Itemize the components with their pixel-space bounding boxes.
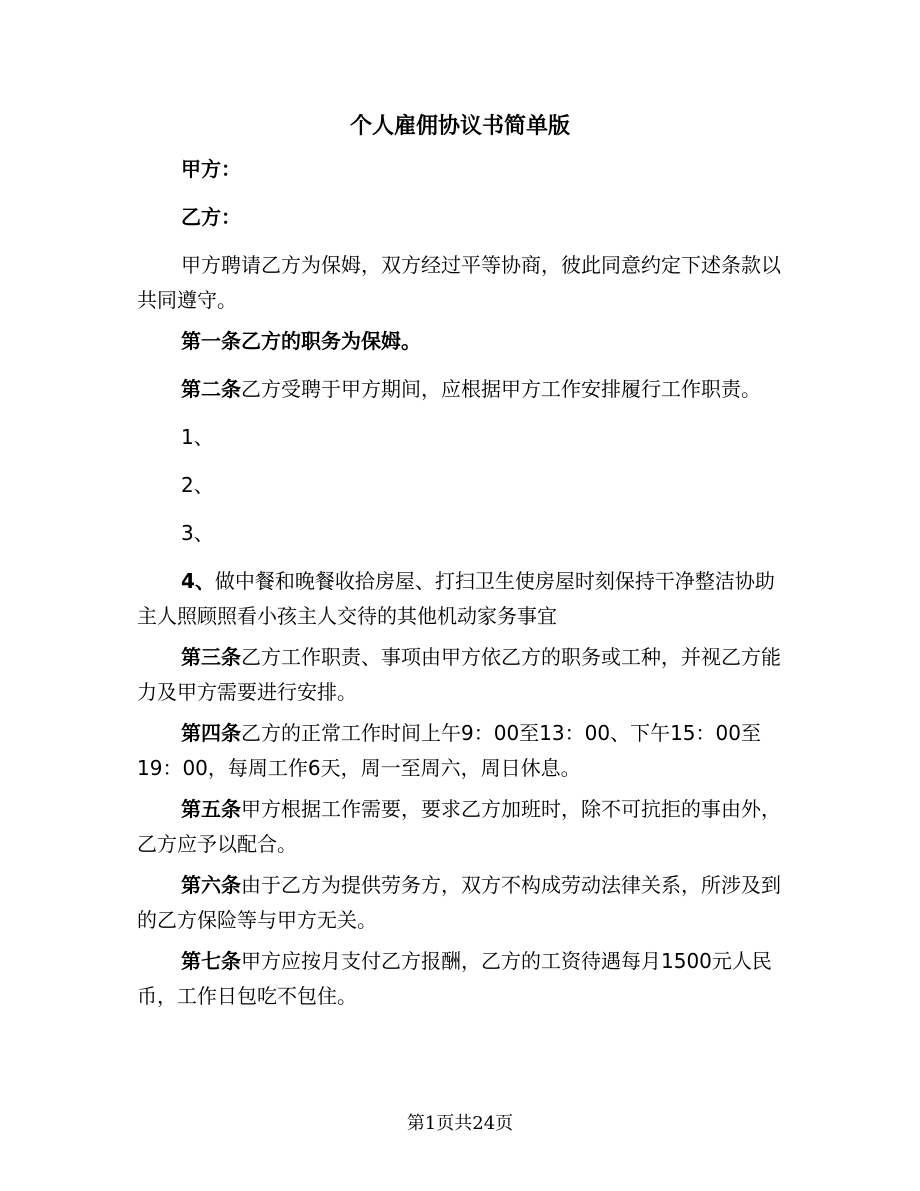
article-6-label: 第六条 — [181, 873, 241, 897]
article-7-label: 第七条 — [181, 949, 241, 973]
article-4-text: 乙方的正常工作时间上午9：00至13：00、下午15：00至19：00，每周工作6天，周一至周六，周日休息。 — [137, 721, 761, 780]
list-item-2 — [137, 468, 785, 503]
article-7-text: 甲方应按月支付乙方报酬，乙方的工资待遇每月1500元人民币，工作日包吃不包住。 — [137, 949, 772, 1008]
article-5 — [137, 792, 785, 862]
list-item-4 — [137, 564, 785, 634]
list-item-3-label: 3、 — [181, 521, 214, 545]
list-item-1-label: 1、 — [181, 425, 214, 449]
article-5-text: 甲方根据工作需要，要求乙方加班时，除不可抗拒的事由外，乙方应予以配合。 — [137, 797, 781, 856]
article-1-text: 第一条乙方的职务为保姆。 — [181, 329, 421, 353]
article-1 — [137, 324, 785, 359]
article-4 — [137, 716, 785, 786]
party-b-line — [137, 200, 785, 235]
article-3 — [137, 640, 785, 710]
document-title: 个人雇佣协议书简单版 — [349, 113, 570, 139]
article-3-label: 第三条 — [181, 645, 241, 669]
article-3-text: 乙方工作职责、事项由甲方依乙方的职务或工种，并视乙方能力及甲方需要进行安排。 — [137, 645, 781, 704]
article-6-text: 由于乙方为提供劳务方，双方不构成劳动法律关系，所涉及到的乙方保险等与甲方无关。 — [137, 873, 781, 932]
document-body — [137, 152, 785, 1020]
party-a-label: 甲方： — [181, 157, 241, 181]
article-4-label: 第四条 — [181, 721, 241, 745]
intro-paragraph — [137, 248, 785, 318]
article-2 — [137, 372, 785, 407]
intro-text: 甲方聘请乙方为保姆，双方经过平等协商，彼此同意约定下述条款以共同遵守。 — [137, 253, 781, 312]
party-a-line — [137, 152, 785, 187]
list-item-3 — [137, 516, 785, 551]
page-number-footer: 第1页共24页 — [406, 1113, 514, 1134]
article-5-label: 第五条 — [181, 797, 241, 821]
list-item-1 — [137, 420, 785, 455]
party-b-label: 乙方： — [181, 205, 241, 229]
list-item-4-text: 做中餐和晚餐收拾房屋、打扫卫生使房屋时刻保持干净整洁协助主人照顾照看小孩主人交待的其他机动家务事宜 — [137, 569, 775, 628]
article-7 — [137, 944, 785, 1014]
list-item-2-label: 2、 — [181, 473, 214, 497]
article-2-text: 乙方受聘于甲方期间，应根据甲方工作安排履行工作职责。 — [241, 377, 761, 401]
article-6 — [137, 868, 785, 938]
list-item-4-label: 4、 — [181, 569, 215, 593]
article-2-label: 第二条 — [181, 377, 241, 401]
